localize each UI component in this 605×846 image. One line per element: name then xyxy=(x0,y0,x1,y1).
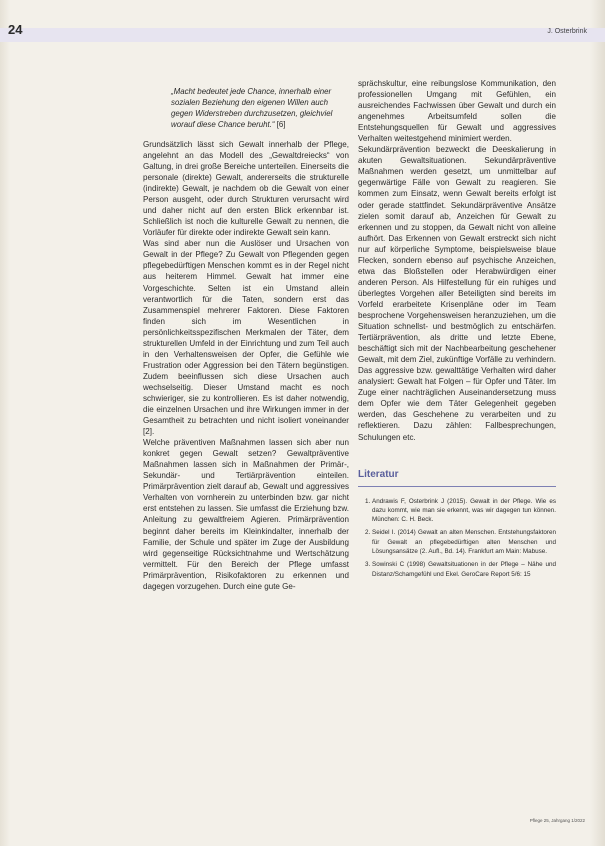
paragraph-gewaltdreieck: Grundsätzlich lässt sich Gewalt innerhalb der Pflege, angelehnt an das Modell des „Gewaltdreiecks“ von Galtung, in drei große Bereiche unterteilen. Einerseits die personale (direkte) Gewalt, andererseits die strukturelle (indirekte) Gewalt, je nachdem ob die Gewalt von einer Person ausgeht, oder durch Strukturen verursacht wird und daher nicht auf den ersten Blick erkennbar ist. Schließlich ist noch die kulturelle Gewalt zu nennen, die Vorläufer für direkte oder indirekte Gewalt sein kann. xyxy=(143,139,349,238)
paragraph-ursachen: Was sind aber nun die Auslöser und Ursachen von Gewalt in der Pflege? Zu Gewalt von Pflegenden gegen pflegebedürftigen Menschen kommt es in der Regel nicht aus heiterem Himmel. Gewalt hat immer eine Vorgeschichte. Selten ist ein Umstand allein verantwortlich für die Taten, sondern erst das Zusammenspiel mehrerer Faktoren. Diese Faktoren finden sich im Wesentlichen in persönlichkeitsspezifischen Merkmalen der Täter, dem strukturellen Umfeld in der Einrichtung und zum Teil auch in den Verhaltensweisen der Opfer, die Gefühle wie Frustration oder Aggression bei den Tätern begünstigen. Zudem beeinflussen sich diese Ursachen auch wechselseitig. Dieser Umstand macht es noch schwieriger, sie zu kontrollieren. Es ist daher notwendig, die einzelnen Ursachen und ihre Wirkungen immer in der Gesamtheit zu betrachten und nicht isoliert voneinander [2]. xyxy=(143,239,349,437)
running-head: J. Osterbrink xyxy=(547,28,587,35)
header-band xyxy=(0,28,605,42)
quote-reference: [6] xyxy=(276,119,286,129)
reference-list xyxy=(358,497,556,579)
right-column xyxy=(358,78,556,583)
paragraph-praevention: Welche präventiven Maßnahmen lassen sich aber nun konkret gegen Gewalt setzen? Gewaltpräventive Maßnahmen lassen sich in Maßnahmen der Primär-, Sekundär- und Tertiärprävention einteilen. Primärprävention zielt darauf ab, Gewalt und aggressives Verhalten von vornherein zu unterbinden bzw. gar nicht erst entstehen zu lassen. Sie umfasst die Erziehung bzw. Anleitung zu gewaltfreiem Agieren. Primärprävention beginnt daher bereits im Kleinkindalter, innerhalb der Familie, der Schule und später im Zuge der Ausbildung wird gegenseitige Rücksichtnahme und Wertschätzung vermittelt. Für den Bereich der Pflege umfasst Primärprävention, Risikofaktoren zu erkennen und dagegen vorzugehen. Durch eine gute Ge- xyxy=(143,438,349,591)
literature-divider xyxy=(358,486,556,487)
page-header xyxy=(0,22,605,46)
reference-item: 3. Sowinski C (1998) Gewaltsituationen in der Pflege – Nähe und Distanz/Schamgefühl und Ekel. GeroCare Report 5/6: 15 xyxy=(372,560,556,579)
opening-quote xyxy=(171,86,349,130)
page-number: 24 xyxy=(8,22,23,37)
left-column xyxy=(143,78,349,592)
reference-item: 1. Andrawis F, Osterbrink J (2015). Gewalt in der Pflege. Wie es dazu kommt, wie man sie erkennt, was wir dagegen tun können. München: C. H. Beck. xyxy=(372,497,556,525)
literature-heading: Literatur xyxy=(358,468,399,480)
page-footer: Pflege 25, Jahrgang 1/2022 xyxy=(529,818,585,823)
reference-item: 2. Seidel I. (2014) Gewalt an alten Menschen. Entstehungsfaktoren für Gewalt an pflegebedürftigen alten Menschen und Lösungsansätze (2. Aufl., Bd. 14). Frankfurt am Main: Mabuse. xyxy=(372,528,556,556)
paragraph-gespraechskultur: sprächskultur, eine reibungslose Kommunikation, den professionellen Umgang mit Gefühlen, ein ausreichendes Fachwissen über Gewalt und durch ein angenehmes Arbeitsumfeld sollen die Entstehungsquellen für Gewalt und aggressives Verhalten weitestgehend minimiert werden. xyxy=(358,79,556,144)
paragraph-sekundaerpraevention: Sekundärprävention bezweckt die Deeskalierung in akuten Gewaltsituationen. Sekundärpräventive Maßnahmen werden gesetzt, um unmittelbar auf gegenwärtige Fälle von Gewalt zu reagieren. Sie kommen zum Einsatz, wenn Gewalt bereits erfolgt ist oder gerade stattfindet. Sekundärpräventive Ansätze zielen somit darauf ab, Anzeichen für Gewalt zu erkennen und zu stoppen, da Gewalt nicht von alleine aufhört. Das Erkennen von Gewalt erstreckt sich nicht nur auf körperliche Symptome, beispielsweise blaue Flecken, sondern ebenso auf psychische Anzeichen, etwa das Bloßstellen oder Herabwürdigen einer anderen Person. Als Hilfestellung für ein ruhiges und überlegtes Vorgehen aller Beteiligten sind bereits im Vorfeld erarbeitete Krisenpläne oder im Team besprochene Vorgehensweisen heranzuziehen, um die Situation schnellst- und bestmöglich zu entschärfen. Tertiärprävention, als dritte und letzte Ebene, beschäftigt sich mit der Nachbearbeitung geschehener Gewalt, mit dem Ziel, zukünftige Vorfälle zu verhindern. Das aggressive bzw. gewalttätige Verhalten wird daher analysiert: Gewalt hat Folgen – für Opfer und Täter. Im Zuge einer nachträglichen Auseinandersetzung muss dem Opfer wie dem Täter Gelegenheit gegeben werden, das Geschehene zu verarbeiten und zu reflektieren. Dazu zählen: Fallbesprechungen, Schulungen etc. xyxy=(358,145,556,442)
quote-text: „Macht bedeutet jede Chance, innerhalb einer sozialen Beziehung den eigenen Willen auch gegen Widerstreben durchzusetzen, gleichviel worauf diese Chance beruht.“ xyxy=(171,86,333,129)
